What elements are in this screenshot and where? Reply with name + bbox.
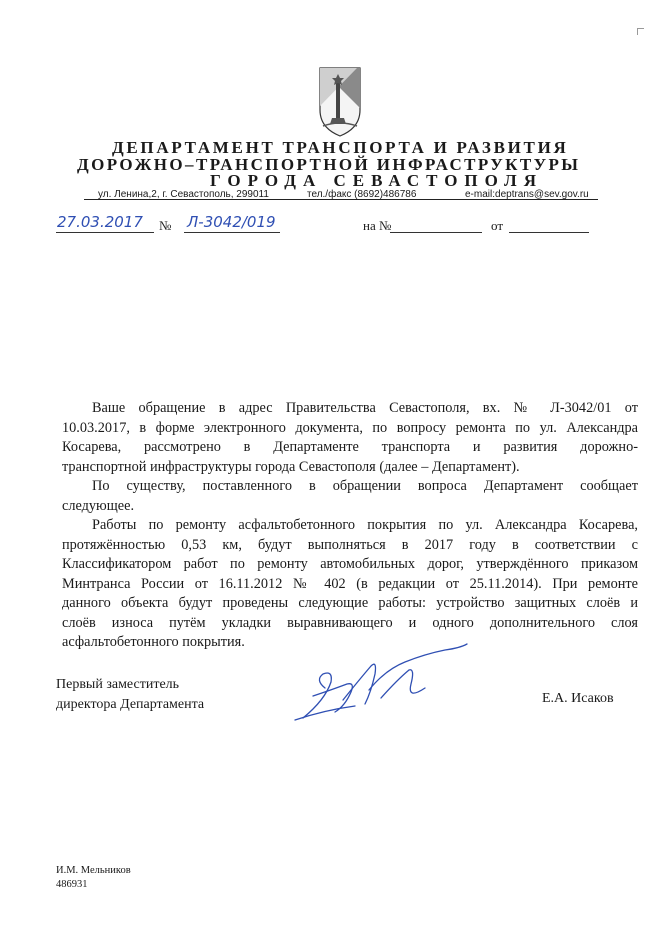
number-underline: [184, 232, 280, 233]
body-line: слоёв износа путём укладки выравнивающего и одного дополнительного слоя: [62, 614, 638, 631]
body-line: Косарева, рассмотрено в Департаменте транспорта и развития дорожно-: [62, 439, 638, 455]
letterhead-email: e-mail:deptrans@sev.gov.ru: [465, 189, 589, 200]
outgoing-number-label: №: [159, 218, 172, 233]
body-line: асфальтобетонного покрытия.: [62, 634, 245, 650]
date-underline: [56, 232, 154, 233]
body-paragraph-1: [62, 399, 638, 477]
incoming-date-blank: [509, 232, 589, 233]
body-line: Работы по ремонту асфальтобетонного покрытия по ул. Александра Косарева,: [92, 517, 638, 533]
body-line: Минтранса России от 16.11.2012 № 402 (в редакции от 25.11.2014). При ремонте: [62, 575, 638, 592]
letter-body: [62, 399, 638, 653]
incoming-number-blank: [390, 232, 482, 233]
signatory-position-line-2: директора Департамента: [56, 697, 205, 712]
incoming-date-label: от: [491, 218, 504, 233]
letterhead-phone: тел./факс (8692)486786: [307, 189, 417, 200]
body-line: следующее.: [62, 497, 135, 514]
body-line: По существу, поставленного в обращении вопроса Департамент сообщает: [92, 478, 638, 494]
outgoing-date-handwritten: 27.03.2017: [57, 213, 143, 231]
body-line: 10.03.2017, в форме электронного документа, по вопросу ремонта по ул. Александра: [62, 419, 638, 436]
outgoing-number-handwritten: Л-3042/019: [187, 213, 276, 231]
executor-info: [56, 864, 131, 892]
sevastopol-coat-of-arms-emblem: [317, 66, 363, 138]
body-paragraph-2: [62, 477, 638, 516]
body-line: транспортной инфраструктуры города Севастополя (далее – Департамент).: [62, 458, 520, 475]
signatory-name: Е.А. Исаков: [542, 691, 614, 706]
body-line: данного объекта будут проведены следующие работы: устройство защитных слоёв и: [62, 595, 638, 611]
scan-corner-mark: [637, 28, 644, 35]
body-line: Ваше обращение в адрес Правительства Севастополя, вх. № Л-3042/01 от: [92, 400, 638, 416]
body-line: Классификатором работ по ремонту автомобильных дорог, утверждённого приказом: [62, 556, 638, 572]
letterhead-title-line-3: ГОРОДА СЕВАСТОПОЛЯ: [210, 171, 543, 190]
letterhead-address: ул. Ленина,2, г. Севастополь, 299011: [98, 189, 269, 200]
signatory-position-line-1: Первый заместитель: [56, 677, 180, 692]
letterhead-title-line-1: ДЕПАРТАМЕНТ ТРАНСПОРТА И РАЗВИТИЯ: [112, 138, 569, 157]
executor-name: И.М. Мельников: [56, 865, 131, 876]
letterhead-divider: [84, 199, 598, 200]
body-paragraph-3: [62, 516, 638, 653]
letterhead-title-line-2: ДОРОЖНО–ТРАНСПОРТНОЙ ИНФРАСТРУКТУРЫ: [77, 155, 581, 174]
incoming-number-label: на №: [363, 218, 392, 233]
handwritten-signature: [285, 640, 475, 730]
executor-phone: 486931: [56, 879, 88, 890]
body-line: протяжённостью 0,53 км, будут выполняться в 2017 году в соответствии с: [62, 536, 638, 553]
